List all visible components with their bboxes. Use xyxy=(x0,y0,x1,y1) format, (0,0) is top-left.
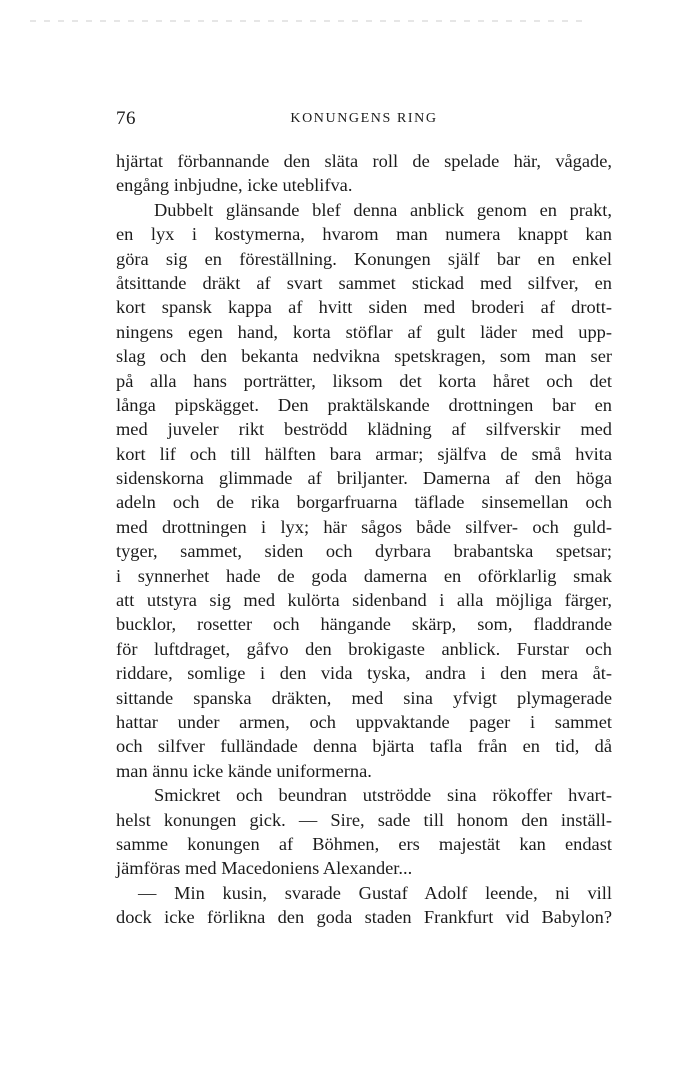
text-line: slag och den bekanta nedvikna spetskragen, som man ser xyxy=(116,346,612,367)
text-line: att utstyra sig med kulörta sidenband i alla möjliga färger, xyxy=(116,590,612,611)
text-line: med drottningen i lyx; här sågos både silfver- och guld- xyxy=(116,516,612,537)
text-line: engång inbjudne, icke uteblifva. xyxy=(116,175,353,196)
text-line: helst konungen gick. — Sire, sade till honom den inställ- xyxy=(116,809,612,830)
text-line: åtsittande dräkt af svart sammet stickad med silfver, en xyxy=(116,272,612,293)
text-line: göra sig en föreställning. Konungen själf bar en enkel xyxy=(116,248,612,269)
text-line: kort spansk kappa af hvitt siden med broderi af drott- xyxy=(116,297,612,318)
text-line: hjärtat förbannande den släta roll de spelade här, vågade, xyxy=(116,151,612,171)
text-line: för luftdraget, gåfvo den brokigaste anblick. Furstar och xyxy=(116,638,612,659)
text-line: i synnerhet hade de goda damerna en oförklarlig smak xyxy=(116,565,612,586)
text-line: — Min kusin, svarade Gustaf Adolf leende, ni vill xyxy=(138,882,612,903)
text-line: på alla hans porträtter, liksom det korta håret och det xyxy=(116,370,612,391)
text-line: ningens egen hand, korta stöflar af gult läder med upp- xyxy=(116,321,612,342)
text-line: samme konungen af Böhmen, ers majestät kan endast xyxy=(116,833,612,854)
scan-edge-artifact xyxy=(30,20,590,22)
text-line: Dubbelt glänsande blef denna anblick genom en prakt, xyxy=(154,199,612,220)
text-line: jämföras med Macedoniens Alexander... xyxy=(116,858,413,879)
text-line: sittande spanska dräkten, med sina yfvigt plymagerade xyxy=(116,687,612,708)
text-line: riddare, somlige i den vida tyska, andra i den mera åt- xyxy=(116,663,612,684)
text-line: en lyx i kostymerna, hvarom man numera knappt kan xyxy=(116,224,612,245)
text-line: Smickret och beundran utströdde sina rökoffer hvart- xyxy=(154,785,612,806)
text-line: och silfver fulländade denna bjärta tafla från en tid, då xyxy=(116,736,612,757)
text-line: adeln och de rika borgarfruarna täflade sinsemellan och xyxy=(116,492,612,513)
text-line: kort lif och till hälften bara armar; själfva de små hvita xyxy=(116,443,612,464)
body-text xyxy=(116,149,612,930)
text-line: långa pipskägget. Den praktälskande drottningen bar en xyxy=(116,394,612,415)
page-header xyxy=(116,108,612,130)
text-line: tyger, sammet, siden och dyrbara brabantska spetsar; xyxy=(116,541,612,562)
text-line: dock icke förlikna den goda staden Frankfurt vid Babylon? xyxy=(116,907,612,928)
text-line: sidenskorna glimmade af briljanter. Damerna af den höga xyxy=(116,468,612,489)
running-head: KONUNGENS RING xyxy=(290,111,438,126)
text-line: hattar under armen, och uppvaktande pager i sammet xyxy=(116,711,612,732)
text-line: man ännu icke kände uniformerna. xyxy=(116,760,372,781)
text-line: bucklor, rosetter och hängande skärp, som, fladdrande xyxy=(116,614,612,635)
text-line: med juveler rikt beströdd klädning af silfverskir med xyxy=(116,419,612,440)
page-number: 76 xyxy=(116,108,136,129)
